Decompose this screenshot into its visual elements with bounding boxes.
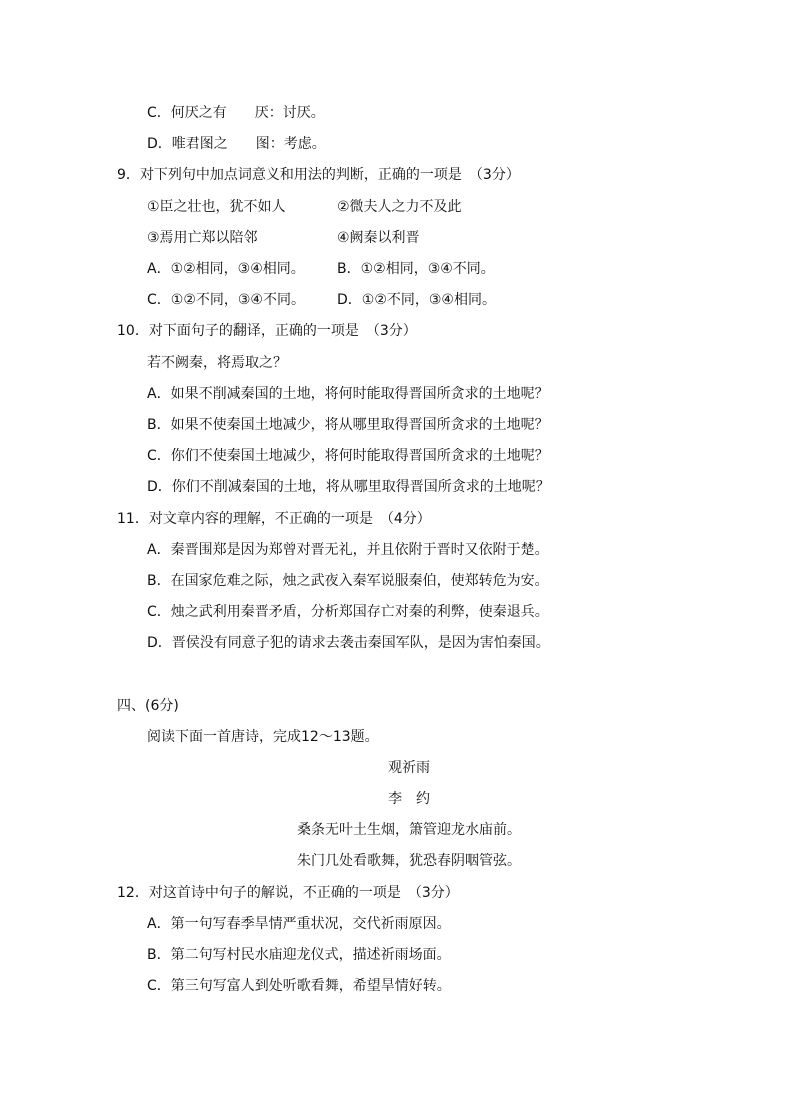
q11-option-a: A．秦晋围郑是因为郑曾对晋无礼，并且依附于晋时又依附于楚。	[147, 542, 549, 558]
q9-option-d: D．①②不同，③④相同。	[337, 292, 496, 308]
q12-option-a: A．第一句写春季旱情严重状况，交代祈雨原因。	[147, 916, 451, 932]
q8-option-d: D．唯君图之 图：考虑。	[147, 136, 326, 152]
q8-option-c: C．何厌之有 厌：讨厌。	[147, 105, 325, 121]
q10-option-c: C．你们不使秦国土地减少，将何时能取得晋国所贪求的土地呢？	[147, 448, 549, 464]
q10-option-d: D．你们不削减秦国的土地，将从哪里取得晋国所贪求的土地呢？	[147, 479, 550, 495]
question-12: 12．对这首诗中句子的解说，不正确的一项是 （3分）	[117, 885, 459, 901]
q11-option-d: D．晋侯没有同意子犯的请求去袭击秦国军队，是因为害怕秦国。	[147, 635, 550, 651]
q12-option-b: B．第二句写村民水庙迎龙仪式，描述祈雨场面。	[147, 947, 451, 963]
question-10: 10．对下面句子的翻译，正确的一项是 （3分）	[117, 323, 417, 339]
q10-option-b: B．如果不使秦国土地减少，将从哪里取得晋国所贪求的土地呢？	[147, 417, 549, 433]
q9-sentence-1: ①臣之壮也，犹不如人	[147, 199, 286, 215]
poem-line-1: 桑条无叶土生烟，箫管迎龙水庙前。	[297, 822, 521, 838]
section-4-heading: 四、(6分)	[117, 698, 179, 714]
poem-title: 观祈雨	[388, 760, 430, 776]
section-4-intro: 阅读下面一首唐诗，完成12～13题。	[147, 729, 379, 745]
q9-sentence-4: ④阙秦以利晋	[337, 230, 420, 246]
q11-option-c: C．烛之武利用秦晋矛盾，分析郑国存亡对秦的利弊，使秦退兵。	[147, 604, 549, 620]
poem-author: 李 约	[388, 791, 430, 807]
question-9: 9．对下列句中加点词意义和用法的判断，正确的一项是 （3分）	[117, 167, 520, 183]
q9-option-b: B．①②相同，③④不同。	[337, 261, 495, 277]
q9-sentence-2: ②微夫人之力不及此	[337, 199, 462, 215]
q9-option-a: A．①②相同，③④相同。	[147, 261, 305, 277]
q10-option-a: A．如果不削减秦国的土地，将何时能取得晋国所贪求的土地呢？	[147, 386, 549, 402]
q9-sentence-3: ③焉用亡郑以陪邻	[147, 230, 258, 246]
q10-source-sentence: 若不阙秦，将焉取之？	[147, 355, 287, 371]
q12-option-c: C．第三句写富人到处听歌看舞，希望旱情好转。	[147, 978, 451, 994]
q9-option-c: C．①②不同，③④不同。	[147, 292, 305, 308]
q11-option-b: B．在国家危难之际，烛之武夜入秦军说服秦伯，使郑转危为安。	[147, 573, 549, 589]
question-11: 11．对文章内容的理解，不正确的一项是 （4分）	[117, 511, 431, 527]
poem-line-2: 朱门几处看歌舞，犹恐春阴咽管弦。	[297, 853, 521, 869]
